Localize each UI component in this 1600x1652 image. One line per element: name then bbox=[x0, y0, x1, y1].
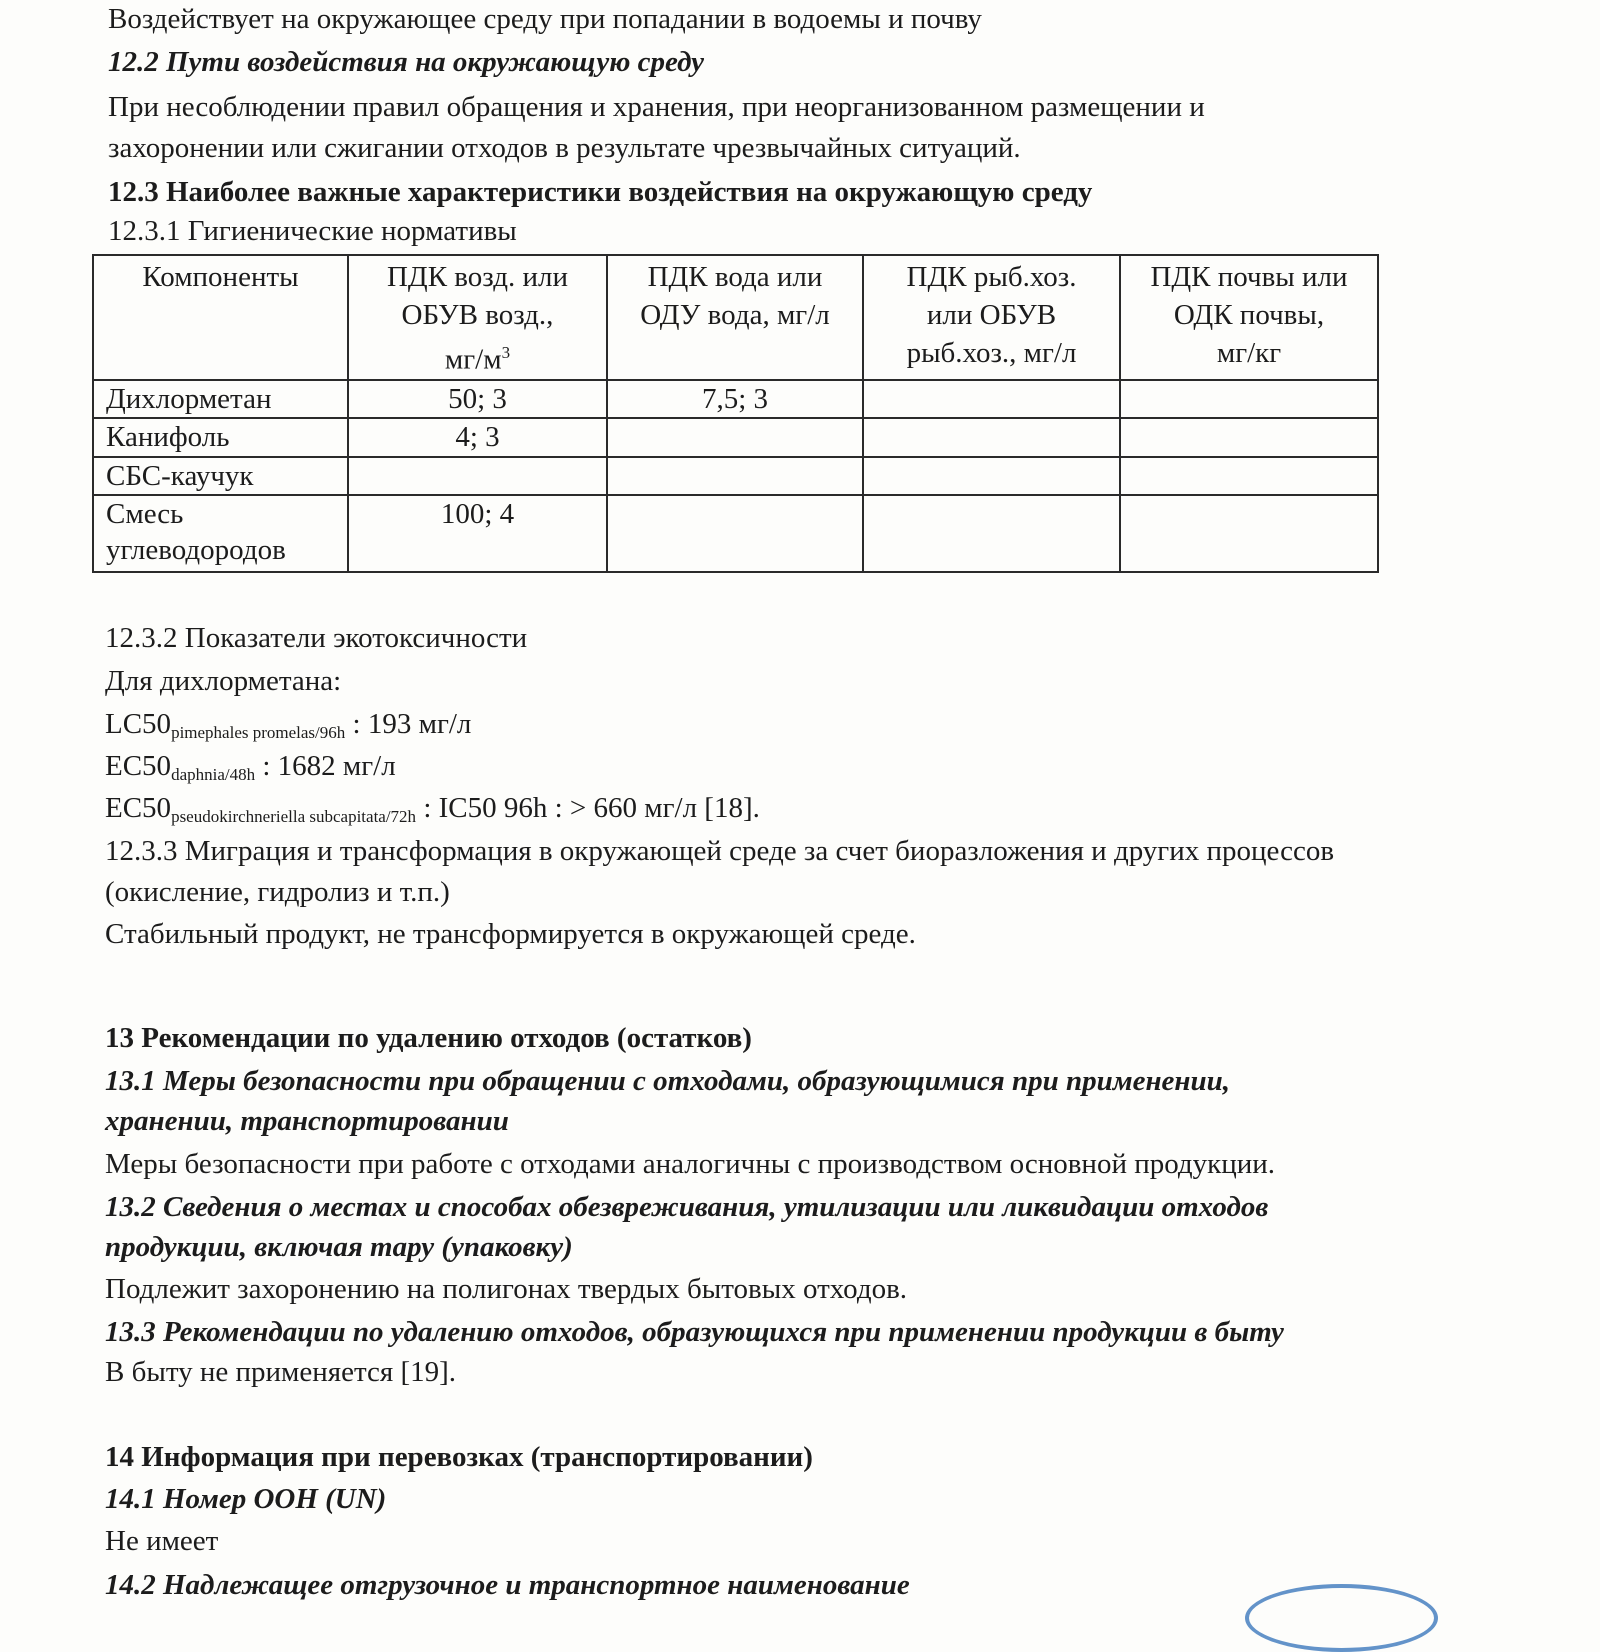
subsection-heading-12-2: 12.2 Пути воздействия на окружающую среду bbox=[108, 46, 705, 78]
cell-fishery bbox=[863, 380, 1120, 418]
ecotox-base: EC50 bbox=[105, 792, 172, 824]
table-row bbox=[93, 418, 1378, 457]
cell-water bbox=[607, 495, 863, 572]
cell-fishery bbox=[863, 418, 1120, 457]
subsection-heading-12-3-3: 12.3.3 Миграция и трансформация в окружающей среде за счет биоразложения и других процессов bbox=[105, 835, 1335, 867]
table-row bbox=[93, 457, 1378, 495]
section-heading-14: 14 Информация при перевозках (транспортировании) bbox=[105, 1441, 813, 1473]
text-line: Подлежит захоронению на полигонах твердых бытовых отходов. bbox=[105, 1273, 908, 1305]
subsection-heading-12-3-2: 12.3.2 Показатели экотоксичности bbox=[105, 622, 528, 654]
header-line: рыб.хоз., мг/л bbox=[906, 337, 1077, 369]
column-header-soil bbox=[1120, 255, 1378, 380]
ecotox-line bbox=[105, 705, 471, 752]
text-line: Меры безопасности при работе с отходами аналогичны с производством основной продукции. bbox=[105, 1148, 1276, 1180]
table-header-row bbox=[93, 255, 1378, 380]
ecotox-line bbox=[105, 789, 760, 836]
cell-soil bbox=[1120, 418, 1378, 457]
header-line: ПДК вода или bbox=[647, 261, 823, 293]
ecotox-subscript: pseudokirchneriella subcapitata/72h bbox=[171, 807, 417, 826]
header-unit: мг/м bbox=[444, 343, 502, 376]
subsection-heading-13-2: 13.2 Сведения о местах и способах обезвреживания, утилизации или ликвидации отходов bbox=[105, 1191, 1269, 1223]
text-line: Не имеет bbox=[105, 1525, 219, 1557]
header-line: мг/кг bbox=[1216, 337, 1282, 369]
cell-air: 4; 3 bbox=[348, 418, 607, 457]
text-line: Воздействует на окружающее среду при попадании в водоемы и почву bbox=[108, 3, 982, 35]
subsection-heading-13-2-cont: продукции, включая тару (упаковку) bbox=[105, 1231, 573, 1263]
column-header-air bbox=[348, 255, 607, 380]
text-line: захоронении или сжигании отходов в результате чрезвычайных ситуаций. bbox=[108, 132, 1021, 164]
stamp-seal bbox=[1245, 1584, 1438, 1652]
ecotox-base: LC50 bbox=[105, 708, 172, 740]
text-line: При несоблюдении правил обращения и хранения, при неорганизованном размещении и bbox=[108, 91, 1205, 123]
cell-component: Канифоль bbox=[93, 418, 348, 457]
cell-water bbox=[607, 457, 863, 495]
cell-water: 7,5; 3 bbox=[607, 380, 863, 418]
column-header-components bbox=[93, 255, 348, 380]
text-line: Для дихлорметана: bbox=[105, 665, 342, 697]
cell-component-line: углеводородов bbox=[106, 533, 286, 566]
header-line: ОДК почвы, bbox=[1173, 299, 1325, 331]
cell-water bbox=[607, 418, 863, 457]
table-row bbox=[93, 380, 1378, 418]
header-line: ОБУВ возд., bbox=[401, 299, 554, 331]
column-header-fishery bbox=[863, 255, 1120, 380]
cell-air bbox=[348, 457, 607, 495]
ecotox-subscript: pimephales promelas/96h bbox=[171, 723, 346, 742]
subsection-heading-12-3: 12.3 Наиболее важные характеристики воздействия на окружающую среду bbox=[108, 176, 1093, 208]
subsection-heading-13-3: 13.3 Рекомендации по удалению отходов, образующихся при применении продукции в быту bbox=[105, 1316, 1284, 1348]
table-row bbox=[93, 495, 1378, 572]
column-header-water bbox=[607, 255, 863, 380]
header-line bbox=[349, 334, 606, 379]
text-line: Стабильный продукт, не трансформируется в окружающей среде. bbox=[105, 918, 916, 950]
ecotox-value: : IC50 96h : > 660 мг/л [18]. bbox=[416, 792, 760, 824]
cell-soil bbox=[1120, 457, 1378, 495]
ecotox-value: : 1682 мг/л bbox=[255, 750, 396, 782]
subsection-heading-14-2: 14.2 Надлежащее отгрузочное и транспортное наименование bbox=[105, 1569, 910, 1601]
hygiene-standards-table bbox=[92, 254, 1379, 573]
cell-soil bbox=[1120, 495, 1378, 572]
ecotox-line bbox=[105, 747, 396, 794]
text-line: В быту не применяется [19]. bbox=[105, 1356, 457, 1388]
ecotox-base: EC50 bbox=[105, 750, 172, 782]
header-line: ПДК рыб.хоз. bbox=[906, 261, 1077, 293]
cell-air: 50; 3 bbox=[348, 380, 607, 418]
cell-fishery bbox=[863, 457, 1120, 495]
cell-component-line: Смесь bbox=[106, 497, 184, 530]
cell-component bbox=[93, 495, 348, 572]
header-unit-superscript: 3 bbox=[501, 343, 511, 362]
subsection-heading-14-1: 14.1 Номер ООН (UN) bbox=[105, 1483, 387, 1515]
cell-air: 100; 4 bbox=[348, 495, 607, 572]
cell-fishery bbox=[863, 495, 1120, 572]
cell-component: СБС-каучук bbox=[93, 457, 348, 495]
cell-soil bbox=[1120, 380, 1378, 418]
subsection-heading-13-1-cont: хранении, транспортировании bbox=[105, 1105, 509, 1137]
header-line: ПДК возд. или bbox=[386, 261, 568, 293]
header-line: Компоненты bbox=[142, 261, 299, 293]
header-line: или ОБУВ bbox=[926, 299, 1057, 331]
header-line: ОДУ вода, мг/л bbox=[640, 299, 830, 331]
subsection-heading-13-1: 13.1 Меры безопасности при обращении с отходами, образующимися при применении, bbox=[105, 1065, 1231, 1097]
ecotox-value: : 193 мг/л bbox=[345, 708, 472, 740]
header-line: ПДК почвы или bbox=[1150, 261, 1348, 293]
section-heading-13: 13 Рекомендации по удалению отходов (остатков) bbox=[105, 1022, 752, 1054]
cell-component: Дихлорметан bbox=[93, 380, 348, 418]
text-line: (окисление, гидролиз и т.п.) bbox=[105, 876, 450, 908]
ecotox-subscript: daphnia/48h bbox=[171, 765, 256, 784]
subsection-heading-12-3-1: 12.3.1 Гигиенические нормативы bbox=[108, 215, 517, 247]
